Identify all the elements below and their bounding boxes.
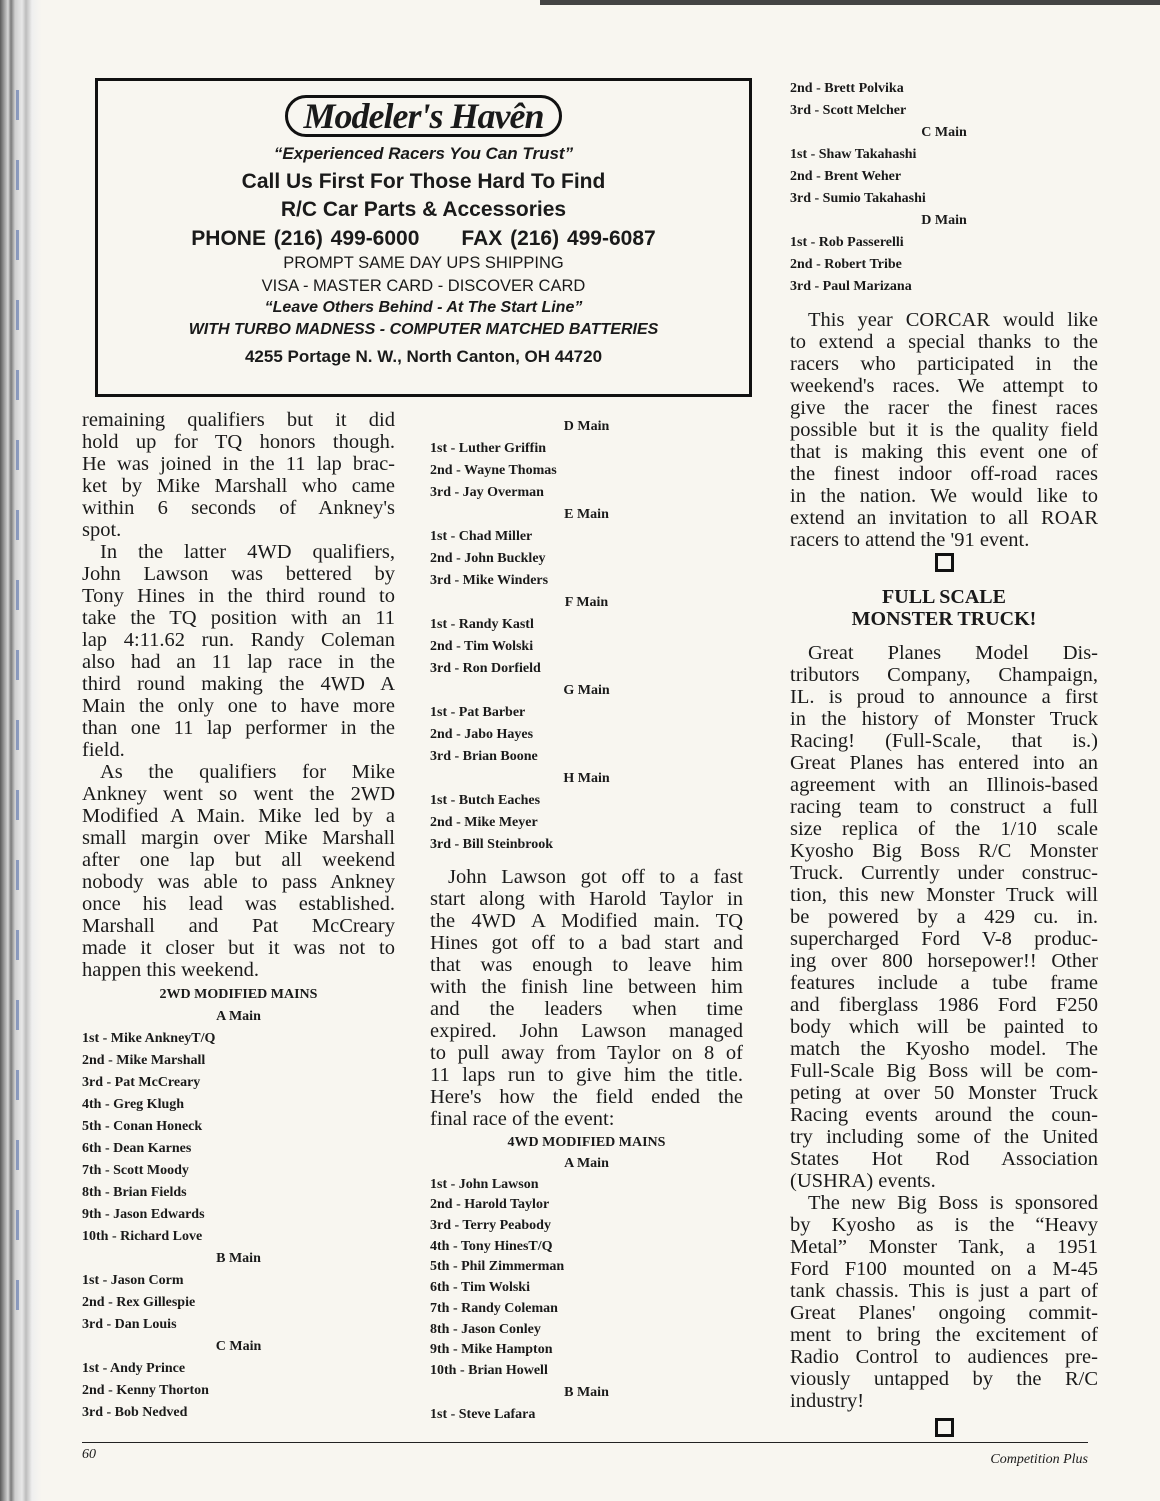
paragraph xyxy=(82,761,395,981)
ad-slogan: “Experienced Racers You Can Trust” xyxy=(273,144,574,163)
result-entry: 9th - Mike Hampton xyxy=(430,1342,553,1358)
result-entry: 8th - Brian Fields xyxy=(82,1185,187,1200)
article-column-1 xyxy=(82,409,395,1424)
result-entry: 2nd - John Buckley xyxy=(430,551,546,566)
result-entry: 3rd - Pat McCreary xyxy=(82,1075,201,1090)
ad-batteries: WITH TURBO MADNESS - COMPUTER MATCHED BATTERIES xyxy=(188,321,659,338)
result-entry: 1st - Randy Kastl xyxy=(430,617,534,632)
text-line: with the finish line between him xyxy=(430,976,743,998)
ad-line-1: Call Us First For Those Hard To Find xyxy=(241,170,606,193)
text-line: racing team to construct a full xyxy=(790,796,1098,818)
text-line: lap 4:11.62 run. Randy Coleman xyxy=(82,629,395,651)
result-entry: 8th - Jason Conley xyxy=(430,1321,541,1337)
text-line: the 4WD A Modified main. TQ xyxy=(430,910,743,932)
text-line: within 6 seconds of Ankney's xyxy=(82,497,395,519)
text-line: Hines got off to a bad start and xyxy=(430,932,743,954)
text-line: Great Planes Model Dis- xyxy=(808,642,1098,664)
result-entry: 2nd - Brent Weher xyxy=(790,169,902,184)
result-entry: 10th - Brian Howell xyxy=(430,1362,548,1378)
text-line: once his lead was established. xyxy=(82,893,395,915)
text-line: spot. xyxy=(82,519,122,541)
text-line: in the nation. We would like to xyxy=(790,485,1098,507)
results-heading: A Main xyxy=(564,1156,609,1171)
text-line: give the racer the finest races xyxy=(790,397,1098,419)
text-line: Tony Hines in the third round to xyxy=(82,585,395,607)
ad-shipping: PROMPT SAME DAY UPS SHIPPING xyxy=(283,254,564,272)
result-entry: 2nd - Harold Taylor xyxy=(430,1197,550,1213)
result-entry: 2nd - Kenny Thorton xyxy=(82,1383,209,1398)
result-entry: 1st - Shaw Takahashi xyxy=(790,147,917,162)
text-line: body which will be painted to xyxy=(790,1016,1098,1038)
paragraph xyxy=(790,642,1098,1192)
results-heading: 4WD MODIFIED MAINS xyxy=(507,1135,666,1150)
text-line: field. xyxy=(82,739,125,761)
text-line: and fiberglass 1986 Ford F250 xyxy=(790,994,1098,1016)
text-line: peting at over 50 Monster Truck xyxy=(790,1082,1098,1104)
text-line: Ankney went so went the 2WD xyxy=(82,783,395,805)
paragraph xyxy=(82,541,395,761)
result-entry: 2nd - Wayne Thomas xyxy=(430,463,557,478)
text-line: Racing events around the coun- xyxy=(790,1104,1098,1126)
text-line: and the leaders when time xyxy=(430,998,743,1020)
text-line: Metal” Monster Tank, a 1951 xyxy=(790,1236,1098,1258)
text-line: Kyosho Big Boss R/C Monster xyxy=(790,840,1098,862)
result-entry: 3rd - Paul Marizana xyxy=(790,279,912,294)
text-line: possible but it is the quality field xyxy=(790,419,1098,441)
text-line: supercharged Ford V-8 produc- xyxy=(790,928,1098,950)
text-line: Ford F100 mounted on a M-45 xyxy=(790,1258,1098,1280)
page-top-edge xyxy=(540,0,1160,5)
text-line: match the Kyosho model. The xyxy=(790,1038,1098,1060)
result-entry: 3rd - Bob Nedved xyxy=(82,1405,188,1420)
text-line: features include a tube frame xyxy=(790,972,1098,994)
text-line: Here's how the field ended the xyxy=(430,1086,743,1108)
result-entry: 2nd - Brett Polvika xyxy=(790,81,904,96)
results-heading: E Main xyxy=(564,507,609,522)
result-entry: 5th - Phil Zimmerman xyxy=(430,1259,565,1275)
result-entry: 2nd - Robert Tribe xyxy=(790,257,902,272)
text-line: weekend's races. We attempt to xyxy=(790,375,1098,397)
result-entry: 6th - Dean Karnes xyxy=(82,1141,192,1156)
text-line: Main the only one to have more xyxy=(82,695,395,717)
text-line: viously untapped by the R/C xyxy=(790,1368,1098,1390)
result-entry: 2nd - Mike Marshall xyxy=(82,1053,206,1068)
text-line: This year CORCAR would like xyxy=(808,309,1098,331)
text-line: racers to attend the '91 event. xyxy=(790,529,1030,551)
article-column-3 xyxy=(790,78,1098,1437)
text-line: The new Big Boss is sponsored xyxy=(808,1192,1098,1214)
result-entry: 2nd - Jabo Hayes xyxy=(430,727,534,742)
text-line: Modified A Main. Mike led by a xyxy=(82,805,395,827)
result-entry: 3rd - Sumio Takahashi xyxy=(790,191,926,206)
text-line: expired. John Lawson managed xyxy=(430,1020,743,1042)
modelers-haven-advertisement xyxy=(95,78,752,397)
result-entry: 7th - Scott Moody xyxy=(82,1163,189,1178)
text-line: As the qualifiers for Mike xyxy=(100,761,395,783)
result-entry: 2nd - Mike Meyer xyxy=(430,815,538,830)
results-heading: H Main xyxy=(563,771,610,786)
page-number: 60 xyxy=(82,1447,96,1462)
text-line: tributors Company, Champaign, xyxy=(790,664,1098,686)
result-entry: 1st - Pat Barber xyxy=(430,705,526,720)
text-line: ment to bring the excitement of xyxy=(790,1324,1098,1346)
text-line: nobody was able to pass Ankney xyxy=(82,871,395,893)
article-column-2 xyxy=(430,416,743,1426)
result-entry: 9th - Jason Edwards xyxy=(82,1207,205,1222)
footer-rule xyxy=(82,1442,1088,1443)
text-line: final race of the event: xyxy=(430,1108,615,1130)
text-line: that is making this event one of xyxy=(790,441,1098,463)
ad-cards: VISA - MASTER CARD - DISCOVER CARD xyxy=(261,276,586,295)
text-line: remaining qualifiers but it did xyxy=(82,409,395,431)
result-entry: 5th - Conan Honeck xyxy=(82,1119,203,1134)
text-line: 11 laps run to give him the title. xyxy=(430,1064,743,1086)
end-mark-square-icon xyxy=(935,553,954,572)
ad-contact xyxy=(98,228,749,249)
text-line: to pull away from Taylor on 8 of xyxy=(430,1042,743,1064)
result-entry: 3rd - Dan Louis xyxy=(82,1317,177,1332)
result-entry: 1st - Butch Eaches xyxy=(430,793,541,808)
text-line: size replica of the 1/10 scale xyxy=(790,818,1098,840)
text-line: tion, this new Monster Truck will xyxy=(790,884,1098,906)
results-heading: C Main xyxy=(215,1339,262,1354)
result-entry: 4th - Greg Klugh xyxy=(82,1097,185,1112)
text-line: happen this weekend. xyxy=(82,959,260,981)
results-heading: C Main xyxy=(921,125,967,140)
result-entry: 2nd - Tim Wolski xyxy=(430,639,534,654)
result-entry: 3rd - Jay Overman xyxy=(430,485,544,500)
text-line: tank chassis. This is just a part of xyxy=(790,1280,1098,1302)
result-entry: 3rd - Terry Peabody xyxy=(430,1218,551,1234)
result-entry: 1st - Jason Corm xyxy=(82,1273,184,1288)
magazine-name: Competition Plus xyxy=(990,1452,1088,1467)
text-line: the finest indoor off-road races xyxy=(790,463,1098,485)
text-line: be powered by a 429 cu. in. xyxy=(790,906,1098,928)
paragraph xyxy=(790,309,1098,551)
text-line: IL. is proud to announce a first xyxy=(790,686,1098,708)
ad-address: 4255 Portage N. W., North Canton, OH 44720 xyxy=(244,347,603,366)
text-line: to extend a special thanks to the xyxy=(790,331,1098,353)
paragraph xyxy=(790,1192,1098,1412)
result-entry: 1st - Rob Passerelli xyxy=(790,235,904,250)
result-entry: 1st - Luther Griffin xyxy=(430,441,547,456)
result-entry: 3rd - Bill Steinbrook xyxy=(430,837,554,852)
paragraph xyxy=(430,866,743,1130)
results-heading: D Main xyxy=(563,419,610,434)
text-line: third round making the 4WD A xyxy=(82,673,395,695)
result-entry: 2nd - Rex Gillespie xyxy=(82,1295,196,1310)
result-entry: 3rd - Brian Boone xyxy=(430,749,538,764)
result-entry: 1st - John Lawson xyxy=(430,1176,539,1192)
text-line: Racing! (Full-Scale, that is.) xyxy=(790,730,1098,752)
results-heading: 2WD MODIFIED MAINS xyxy=(159,987,318,1002)
text-line: He was joined in the 11 lap brac- xyxy=(82,453,395,475)
text-line: made it closer but it was not to xyxy=(82,937,395,959)
results-heading: B Main xyxy=(216,1251,261,1266)
text-line: Truck. Currently under construc- xyxy=(790,862,1098,884)
ad-line-2: R/C Car Parts & Accessories xyxy=(280,198,567,221)
text-line: Radio Control to audiences pre- xyxy=(790,1346,1098,1368)
results-heading: G Main xyxy=(563,683,610,698)
results-heading: A Main xyxy=(216,1009,261,1024)
result-entry: 6th - Tim Wolski xyxy=(430,1280,530,1296)
result-entry: 3rd - Mike Winders xyxy=(430,573,549,588)
text-line: ing over 800 horsepower!! Other xyxy=(790,950,1098,972)
text-line: extend an invitation to all ROAR xyxy=(790,507,1098,529)
text-line: racers who participated in the xyxy=(790,353,1098,375)
text-line: John Lawson got off to a fast xyxy=(448,866,743,888)
text-line: in the history of Monster Truck xyxy=(790,708,1098,730)
results-heading: B Main xyxy=(564,1384,609,1400)
text-line: than one 11 lap performer in the xyxy=(82,717,395,739)
result-entry: 4th - Tony HinesT/Q xyxy=(430,1238,553,1254)
section-heading: MONSTER TRUCK! xyxy=(851,608,1037,630)
results-heading: D Main xyxy=(921,213,967,228)
text-line: (USHRA) events. xyxy=(790,1170,936,1192)
results-heading: F Main xyxy=(564,595,609,610)
ad-fax: FAX (216) 499-6087 xyxy=(461,227,656,250)
result-entry: 3rd - Scott Melcher xyxy=(790,103,907,118)
text-line: take the TQ position with an 11 xyxy=(82,607,395,629)
result-entry: 10th - Richard Love xyxy=(82,1229,203,1244)
end-mark-square-icon xyxy=(935,1418,954,1437)
result-entry: 1st - Mike AnkneyT/Q xyxy=(82,1031,216,1046)
result-entry: 1st - Chad Miller xyxy=(430,529,533,544)
ad-phone: PHONE (216) 499-6000 xyxy=(191,227,420,250)
text-line: John Lawson was bettered by xyxy=(82,563,395,585)
text-line: try including some of the United xyxy=(790,1126,1098,1148)
section-heading: FULL SCALE xyxy=(882,586,1006,608)
text-line: hold up for TQ honors though. xyxy=(82,431,395,453)
text-line: start along with Harold Taylor in xyxy=(430,888,743,910)
text-line: that was enough to leave him xyxy=(430,954,743,976)
result-entry: 7th - Randy Coleman xyxy=(430,1300,558,1316)
result-entry: 1st - Steve Lafara xyxy=(430,1406,536,1422)
text-line: also had an 11 lap race in the xyxy=(82,651,395,673)
result-entry: 1st - Andy Prince xyxy=(82,1361,186,1376)
text-line: by Kyosho as is the “Heavy xyxy=(790,1214,1098,1236)
paragraph xyxy=(82,409,395,541)
text-line: Great Planes' ongoing commit- xyxy=(790,1302,1098,1324)
ad-tagline: “Leave Others Behind - At The Start Line” xyxy=(264,299,583,316)
text-line: Marshall and Pat McCreary xyxy=(82,915,395,937)
text-line: ket by Mike Marshall who came xyxy=(82,475,395,497)
text-line: after one lap but all weekend xyxy=(82,849,395,871)
text-line: small margin over Mike Marshall xyxy=(82,827,395,849)
text-line: industry! xyxy=(790,1390,865,1412)
result-entry: 3rd - Ron Dorfield xyxy=(430,661,541,676)
text-line: Full-Scale Big Boss will be com- xyxy=(790,1060,1098,1082)
text-line: States Hot Rod Association xyxy=(790,1148,1098,1170)
page-binding-edge xyxy=(0,0,42,1501)
text-line: Great Planes has entered into an xyxy=(790,752,1098,774)
text-line: agreement with an Illinois-based xyxy=(790,774,1098,796)
text-line: In the latter 4WD qualifiers, xyxy=(100,541,395,563)
modelers-haven-logo: Modeler's Havên xyxy=(285,95,563,137)
